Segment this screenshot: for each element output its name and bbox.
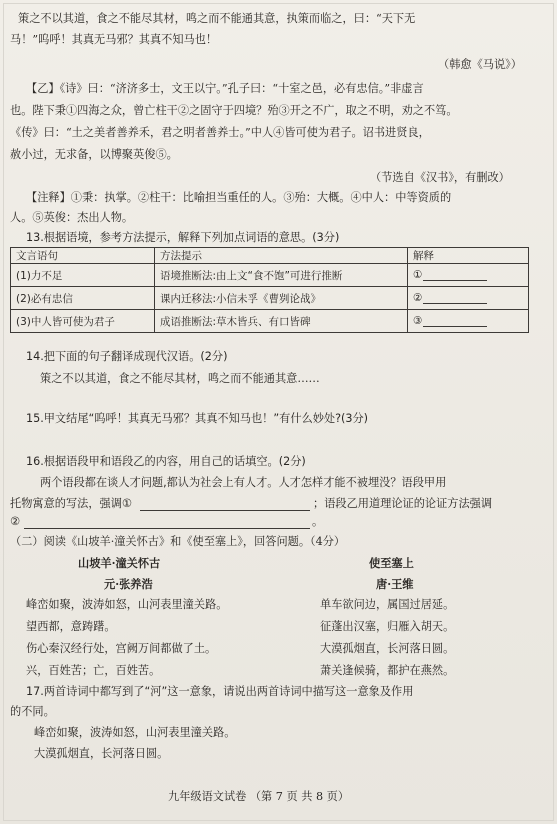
q16-line-2a: 托物寓意的写法，强调① (10, 497, 132, 510)
q14-sentence: 策之不以其道，食之不能尽其材，鸣之而不能通其意…… (40, 372, 320, 385)
header-sentence: 文言语句 (11, 248, 155, 264)
table-row (11, 264, 529, 287)
row-sentence: (1)力不足 (11, 264, 155, 287)
header-hint: 方法提示 (155, 248, 408, 264)
section-2-header: （二）阅读《山坡羊·潼关怀古》和《使至塞上》，回答问题。（4分） (10, 535, 346, 548)
poem-1-line: 伤心秦汉经行处，宫阙万间都做了土。 (26, 642, 217, 655)
passage-b-line-2: 也。陛下秉①四海之众，曾亡柱干②之固守于四境？殆③开之不广，取之不明，劝之不笃。 (10, 104, 458, 117)
row-sentence: (3)中人皆可使为君子 (11, 310, 155, 333)
q13-stem: 13.根据语境，参考方法提示，解释下列加点词语的意思。(3分) (26, 231, 340, 244)
table-row (11, 310, 529, 333)
q17-stem-1: 17.两首诗词中都写到了“河”这一意象，请说出两首诗词中描写这一意象及作用 (26, 685, 414, 698)
answer-number: ③ (413, 315, 423, 327)
q17-stem-2: 的不同。 (10, 705, 55, 718)
poem-1-line: 峰峦如聚，波涛如怒，山河表里潼关路。 (26, 598, 228, 611)
poem-1-title: 山坡羊·潼关怀古 (78, 556, 161, 570)
row-hint: 成语推断法:草木皆兵、有口皆碑 (155, 310, 408, 333)
q16-line-3b: 。 (312, 515, 324, 528)
poem-2-line: 大漠孤烟直，长河落日圆。 (320, 642, 455, 655)
page-footer: 九年级语文试卷 （第 7 页 共 8 页） (168, 790, 350, 803)
poem-1-line: 望西都，意踌躇。 (26, 620, 116, 633)
answer-blank[interactable] (423, 292, 487, 304)
passage-a-line-2: 马！”呜呼！其真无马邪？其真不知马也！ (10, 33, 218, 46)
poem-2-title: 使至塞上 (369, 556, 414, 570)
passage-b-line-4: 赦小过，无求备，以博聚英俊⑤。 (10, 148, 178, 161)
table-header-row (11, 248, 529, 264)
poem-1-author: 元·张养浩 (104, 577, 153, 591)
passage-a-line-1: 策之不以其道，食之不能尽其材，鸣之而不能通其意，执策而临之，曰：“天下无 (18, 12, 416, 25)
q15-stem: 15.甲文结尾“呜呼！其真无马邪？其真不知马也！”有什么妙处?(3分) (26, 412, 369, 425)
poem-2-author: 唐·王维 (376, 577, 414, 591)
poem-1-line: 兴，百姓苦；亡，百姓苦。 (26, 664, 161, 677)
answer-number: ② (413, 292, 423, 304)
poem-2-line: 征蓬出汉塞，归雁入胡天。 (320, 620, 455, 633)
poem-2-line: 单车欲问边，属国过居延。 (320, 598, 455, 611)
answer-blank[interactable] (423, 269, 487, 281)
q16-blank-1[interactable] (140, 510, 310, 511)
q13-table (10, 247, 529, 333)
passage-b-source: （节选自《汉书》，有删改） (370, 171, 510, 184)
q16-line-3a: ② (10, 515, 21, 528)
row-answer[interactable] (408, 287, 529, 310)
row-answer[interactable] (408, 310, 529, 333)
table-row (11, 287, 529, 310)
q16-blank-2[interactable] (24, 528, 310, 529)
row-hint: 课内迁移法:小信未孚《曹刿论战》 (155, 287, 408, 310)
q16-line-2b: ；语段乙用道理论证的论证方法强调 (313, 497, 493, 510)
passage-a-source: （韩愈《马说》） (438, 58, 522, 71)
header-answer: 解释 (408, 248, 529, 264)
q16-stem: 16.根据语段甲和语段乙的内容，用自己的话填空。(2分) (26, 455, 306, 468)
notes-line-2: 人。⑤英俊：杰出人物。 (10, 211, 134, 224)
q17-quote-1: 峰峦如聚，波涛如怒，山河表里潼关路。 (34, 726, 236, 739)
answer-number: ① (413, 269, 423, 281)
answer-blank[interactable] (423, 315, 487, 327)
q17-quote-2: 大漠孤烟直，长河落日圆。 (34, 747, 169, 760)
passage-b-line-3: 《传》曰：“土之美者善养禾，君之明者善养士。”中人④皆可使为君子。诏书进贤良， (10, 126, 430, 139)
row-sentence: (2)必有忠信 (11, 287, 155, 310)
passage-b-line-1: 【乙】《诗》曰：“济济多士，文王以宁。”孔子曰：“十室之邑，必有忠信。”非虚言 (26, 82, 424, 95)
q16-line-1: 两个语段都在谈人才问题,都认为社会上有人才。人才怎样才能不被埋没？语段甲用 (40, 476, 447, 489)
poem-2-line: 萧关逢候骑，都护在燕然。 (320, 664, 455, 677)
notes-line-1: 【注释】①秉：执掌。②柱干：比喻担当重任的人。③殆：大概。④中人：中等资质的 (26, 191, 452, 204)
row-hint: 语境推断法:由上文“食不饱”可进行推断 (155, 264, 408, 287)
q14-stem: 14.把下面的句子翻译成现代汉语。(2分) (26, 350, 228, 363)
row-answer[interactable] (408, 264, 529, 287)
